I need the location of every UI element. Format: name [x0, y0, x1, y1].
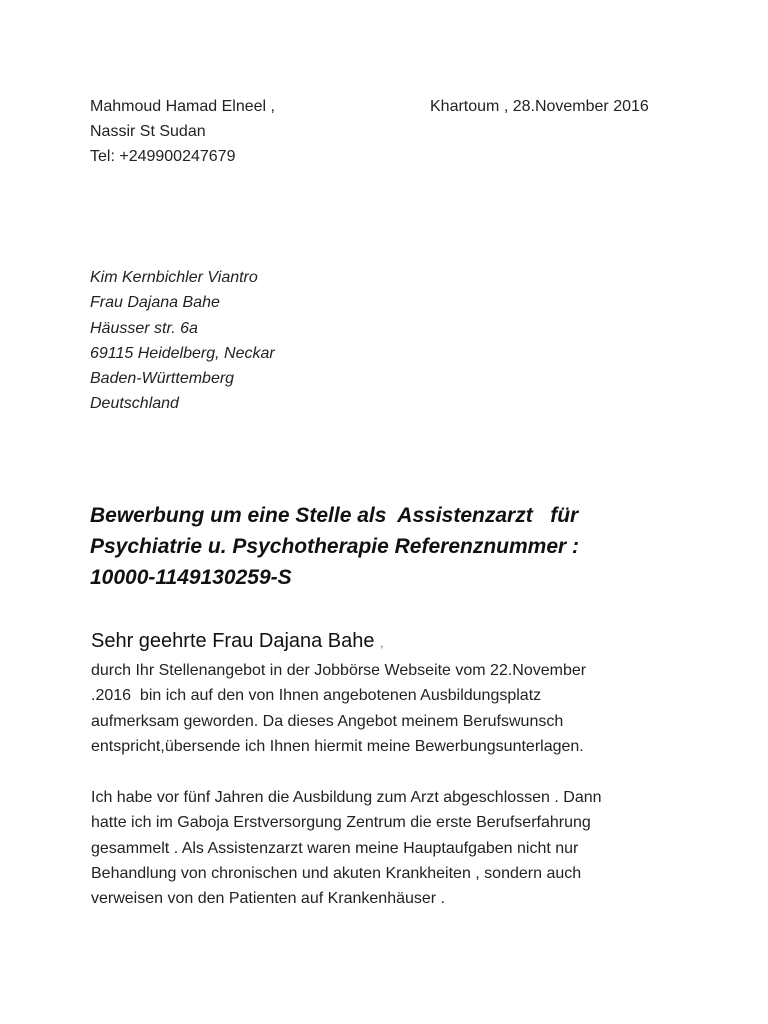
- subject-line: Bewerbung um eine Stelle als Assistenzarzt für: [90, 504, 579, 527]
- sender-phone: Tel: +249900247679: [90, 148, 236, 165]
- recipient-address-block: [90, 265, 275, 417]
- paragraph-line: hatte ich im Gaboja Erstversorgung Zentrum die erste Berufserfahrung: [91, 814, 591, 832]
- body-paragraph-2: [91, 785, 602, 911]
- paragraph-line: gesammelt . Als Assistenzarzt waren meine Hauptaufgaben nicht nur: [91, 839, 579, 857]
- paragraph-line: Behandlung von chronischen und akuten Krankheiten , sondern auch: [91, 864, 582, 882]
- subject-line: Psychiatrie u. Psychotherapie Referenznummer :: [90, 535, 579, 558]
- recipient-line: Häusser str. 6a: [90, 319, 198, 337]
- salutation-comma: ,: [380, 636, 384, 650]
- paragraph-line: aufmerksam geworden. Da dieses Angebot meinem Berufswunsch: [91, 712, 564, 730]
- paragraph-line: Ich habe vor fünf Jahren die Ausbildung zum Arzt abgeschlossen . Dann: [91, 789, 602, 806]
- recipient-line: Deutschland: [90, 395, 179, 413]
- paragraph-line: durch Ihr Stellenangebot in der Jobbörse Webseite vom 22.November: [91, 662, 587, 679]
- sender-street: Nassir St Sudan: [90, 123, 206, 140]
- recipient-line: 69115 Heidelberg, Neckar: [90, 344, 275, 362]
- recipient-line: Kim Kernbichler Viantro: [90, 269, 258, 286]
- place-date-line: Khartoum , 28.November 2016: [430, 98, 649, 115]
- recipient-line: Baden-Württemberg: [90, 370, 235, 388]
- paragraph-line: entspricht,übersende ich Ihnen hiermit meine Bewerbungsunterlagen.: [91, 737, 584, 755]
- paragraph-line: verweisen von den Patienten auf Krankenhäuser .: [91, 890, 446, 908]
- paragraph-line: .2016 bin ich auf den von Ihnen angebotenen Ausbildungsplatz: [91, 687, 542, 705]
- sender-address-block: [90, 94, 275, 169]
- body-paragraph-1: [91, 658, 586, 759]
- recipient-line: Frau Dajana Bahe: [90, 294, 220, 312]
- salutation: [91, 628, 383, 656]
- subject-heading: [90, 500, 670, 593]
- sender-name: Mahmoud Hamad Elneel ,: [90, 98, 275, 115]
- subject-line: 10000-1149130259-S: [90, 566, 292, 589]
- salutation-text: Sehr geehrte Frau Dajana Bahe: [91, 630, 375, 652]
